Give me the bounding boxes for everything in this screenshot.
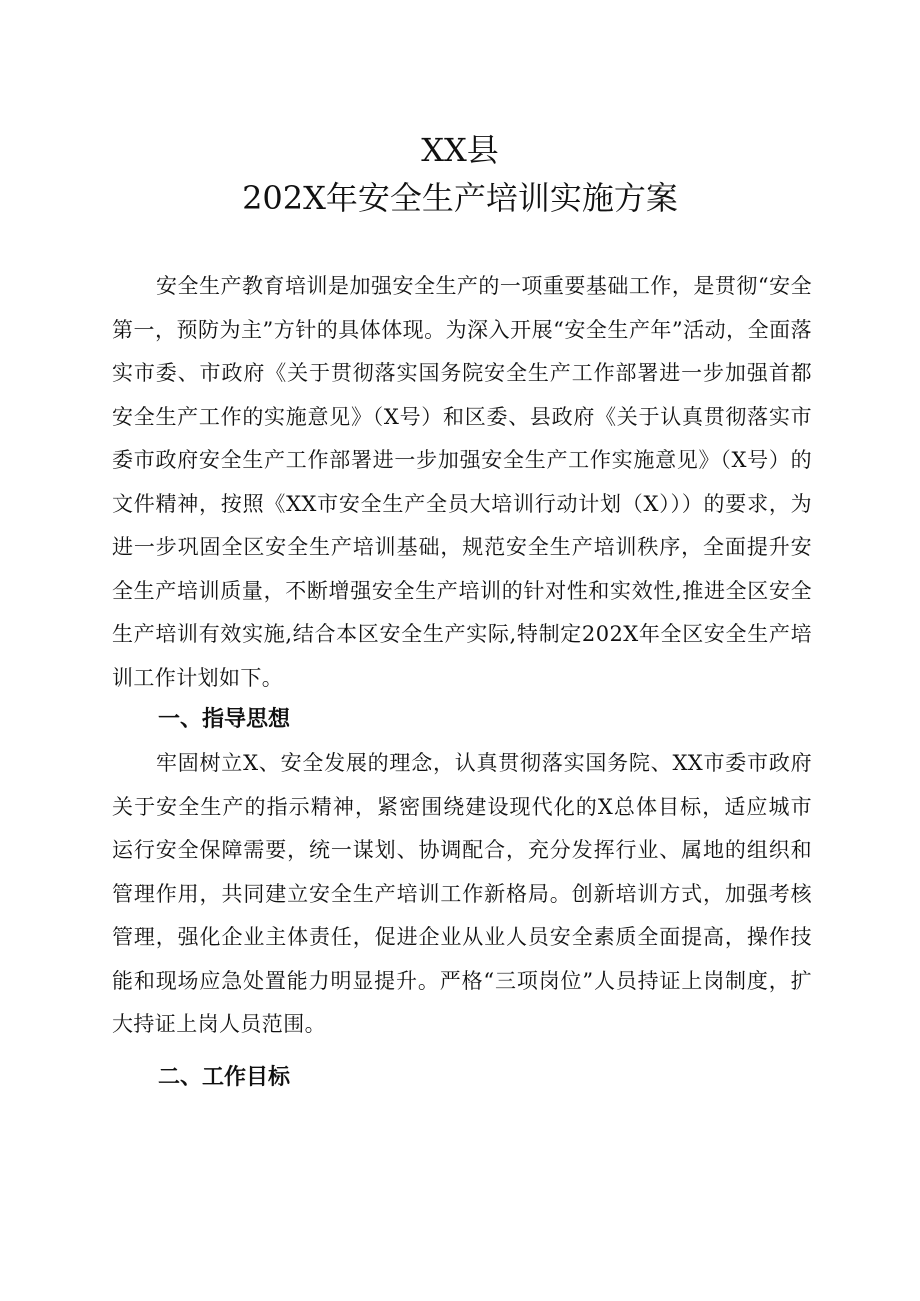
intro-paragraph: 安全生产教育培训是加强安全生产的一项重要基础工作，是贯彻“安全第一，预防为主”方针的具体体现。为深入开展“安全生产年”活动，全面落实市委、市政府《关于贯彻落实国务院安全生产工作部署进一步加强首都安全生产工作的实施意见》（X号）和区委、县政府《关于认真贯彻落实市委市政府安全生产工作部署进一步加强安全生产工作实施意见》（X号）的文件精神，按照《XX市安全生产全员大培训行动计划（X）））的要求，为进一步巩固全区安全生产培训基础，规范安全生产培训秩序，全面提升安全生产培训质量，不断增强安全生产培训的针对性和实效性,推进全区安全生产培训有效实施,结合本区安全生产实际,特制定202X年全区安全生产培训工作计划如下。 xyxy=(112,274,812,690)
section-heading-work-goals: 二、工作目标 xyxy=(158,1065,291,1090)
guiding-ideology-paragraph: 牢固树立X、安全发展的理念，认真贯彻落实国务院、XX市委市政府关于安全生产的指示精神，紧密围绕建设现代化的X总体目标，适应城市运行安全保障需要，统一谋划、协调配合，充分发挥行业、属地的组织和管理作用，共同建立安全生产培训工作新格局。创新培训方式，加强考核管理，强化企业主体责任，促进企业从业人员安全素质全面提高，操作技能和现场应急处置能力明显提升。严格“三项岗位”人员持证上岗制度，扩大持证上岗人员范围。 xyxy=(112,751,812,1036)
section-heading-guiding-ideology: 一、指导思想 xyxy=(158,707,291,732)
document-title-line-2: 202X年安全生产培训实施方案 xyxy=(242,179,678,217)
document-title-line-1: XX县 xyxy=(421,131,499,169)
